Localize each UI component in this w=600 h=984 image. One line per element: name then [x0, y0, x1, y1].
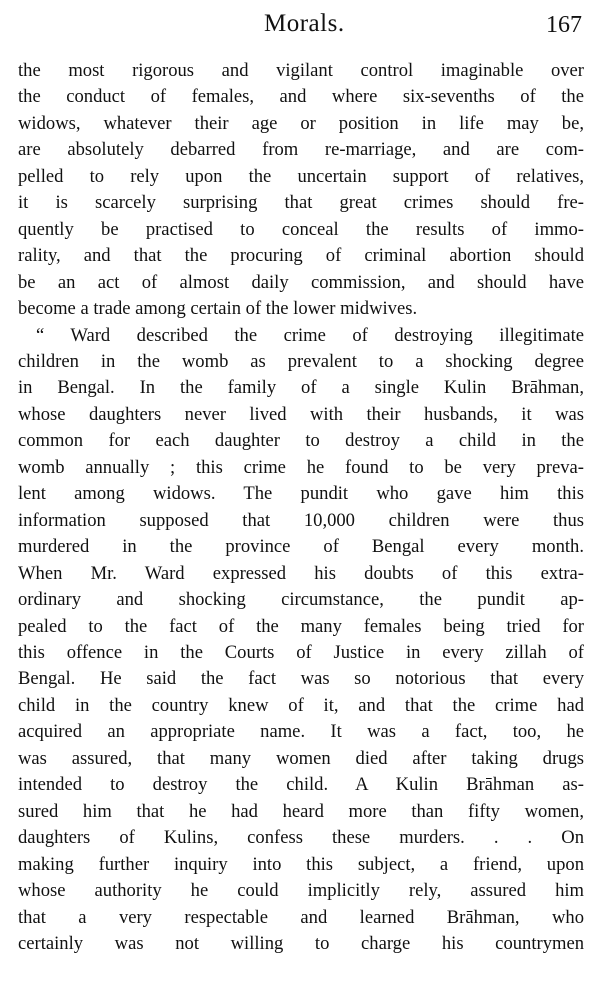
text-line: children in the womb as prevalent to a shocking degree [18, 350, 584, 372]
text-line: rality, and that the procuring of criminal abortion should [18, 245, 584, 267]
text-line: in Bengal. In the family of a single Kulin Brāhman, [18, 377, 584, 399]
text-line: this offence in the Courts of Justice in every zillah of [18, 641, 584, 663]
text-line: lent among widows. The pundit who gave him this [18, 483, 584, 505]
text-line: ordinary and shocking circumstance, the pundit ap- [18, 589, 584, 611]
text-line: it is scarcely surprising that great crimes should fre- [18, 192, 584, 214]
text-line: child in the country knew of it, and that the crime had [18, 694, 584, 716]
body-text [18, 58, 584, 957]
text-line: pealed to the fact of the many females being tried for [18, 615, 584, 637]
text-line: murdered in the province of Bengal every month. [18, 536, 584, 558]
text-line: intended to destroy the child. A Kulin Brāhman as- [18, 774, 584, 796]
text-line: “ Ward described the crime of destroying illegitimate [36, 324, 584, 346]
text-line: pelled to rely upon the uncertain support of relatives, [18, 165, 584, 187]
text-line: When Mr. Ward expressed his doubts of this extra- [18, 562, 584, 584]
text-line: that a very respectable and learned Brāhman, who [18, 906, 584, 928]
page-header [18, 8, 584, 58]
text-line: are absolutely debarred from re-marriage, and are com- [18, 139, 584, 161]
text-line: womb annually ; this crime he found to be very preva- [18, 456, 584, 478]
book-page [18, 8, 584, 957]
text-line: daughters of Kulins, confess these murders. . . On [18, 827, 584, 849]
text-line: be an act of almost daily commission, and should have [18, 271, 584, 293]
text-line: Bengal. He said the fact was so notorious that every [18, 668, 584, 690]
page-number: 167 [546, 12, 582, 38]
paragraph-2 [18, 323, 584, 958]
text-line: common for each daughter to destroy a child in the [18, 430, 584, 452]
text-line: whose authority he could implicitly rely, assured him [18, 880, 584, 902]
text-line: whose daughters never lived with their husbands, it was [18, 403, 584, 425]
running-title: Morals. [264, 10, 345, 37]
text-line: sured him that he had heard more than fifty women, [18, 800, 584, 822]
text-line: the most rigorous and vigilant control imaginable over [18, 60, 584, 81]
text-line: was assured, that many women died after taking drugs [18, 747, 584, 769]
text-line: widows, whatever their age or position in life may be, [18, 112, 584, 134]
text-line: quently be practised to conceal the results of immo- [18, 218, 584, 240]
text-line: become a trade among certain of the lower midwives. [18, 298, 418, 320]
text-line: the conduct of females, and where six-sevenths of the [18, 86, 584, 108]
text-line: making further inquiry into this subject, a friend, upon [18, 853, 584, 875]
text-line: certainly was not willing to charge his countrymen [18, 932, 584, 954]
paragraph-1 [18, 58, 584, 323]
text-line: acquired an appropriate name. It was a fact, too, he [18, 721, 584, 743]
text-line: information supposed that 10,000 children were thus [18, 509, 584, 531]
